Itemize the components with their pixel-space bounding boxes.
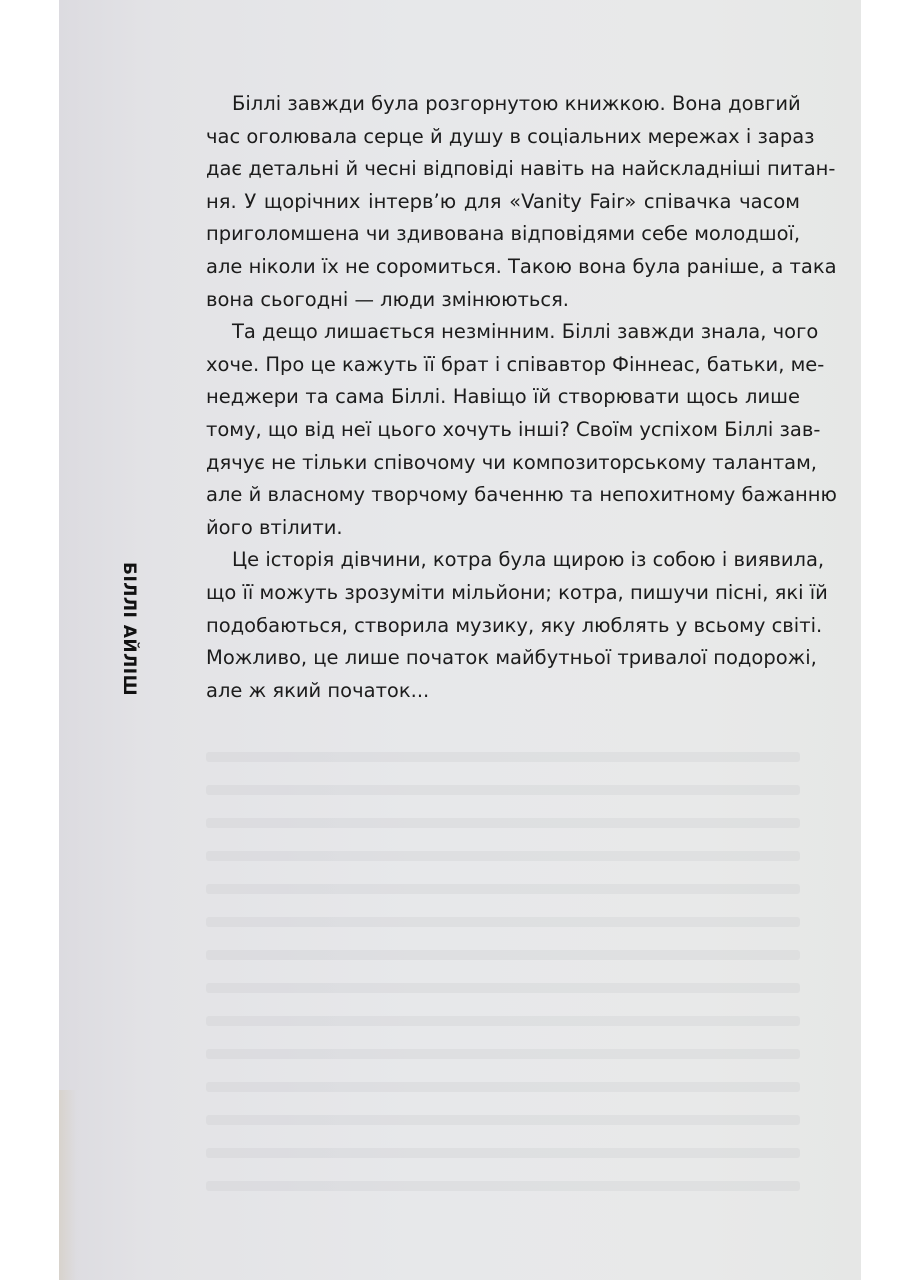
show-through-line: [206, 1016, 800, 1026]
text-line: дячує не тільки співочому чи композиторському талантам,: [206, 450, 817, 474]
show-through-line: [206, 917, 800, 927]
paragraph-3: [206, 544, 828, 707]
text-line: його втілити.: [206, 515, 343, 539]
text-line: тому, що від неї цього хочуть інші? Своїм успіхом Біллі зав-: [206, 417, 821, 441]
text-line: час оголювала серце й душу в соціальних мережах і зараз: [206, 124, 815, 148]
text-line: вона сьогодні — люди змінюються.: [206, 287, 569, 311]
show-through-line: [206, 1181, 800, 1191]
text-line: але й власному творчому баченню та непохитному бажанню: [206, 483, 837, 507]
show-through-line: [206, 752, 800, 762]
text-line: дає детальні й чесні відповіді навіть на найскладніші питан-: [206, 157, 836, 181]
show-through-line: [206, 851, 800, 861]
show-through-line: [206, 950, 800, 960]
text-line: неджери та сама Біллі. Навіщо їй створювати щось лише: [206, 385, 800, 409]
text-line: приголомшена чи здивована відповідями себе молодшої,: [206, 222, 801, 246]
text-line: Та дещо лишається незмінним. Біллі завжди знала, чого: [232, 320, 819, 344]
show-through-line: [206, 1115, 800, 1125]
text-line: що її можуть зрозуміти мільйони; котра, пишучи пісні, які їй: [206, 580, 828, 604]
body-text: [206, 88, 837, 707]
text-line: Біллі завжди була розгорнутою книжкою. Вона довгий: [232, 92, 801, 115]
text-line: але ж який початок...: [206, 678, 430, 702]
show-through-line: [206, 1049, 800, 1059]
show-through-line: [206, 1082, 800, 1092]
show-through-line: [206, 1148, 800, 1158]
paragraph-2: [206, 316, 837, 544]
paragraph-1: [206, 88, 837, 316]
show-through-line: [206, 818, 800, 828]
text-line: але ніколи їх не соромиться. Такою вона була раніше, а така: [206, 254, 837, 278]
text-line: Це історія дівчини, котра була щирою із собою і виявила,: [232, 548, 825, 572]
running-head-vertical: БІЛЛІ АЙЛІШ: [119, 562, 139, 697]
show-through-line: [206, 884, 800, 894]
text-line: Можливо, це лише початок майбутньої тривалої подорожі,: [206, 646, 817, 670]
text-line: ня. У щорічних інтерв’ю для «Vanity Fair» співачка часом: [206, 189, 800, 213]
show-through-line: [206, 983, 800, 993]
show-through-line: [206, 785, 800, 795]
text-line: хоче. Про це кажуть її брат і співавтор Фіннеас, батьки, ме-: [206, 352, 825, 376]
text-line: подобаються, створила музику, яку люблять у всьому світі.: [206, 613, 823, 637]
